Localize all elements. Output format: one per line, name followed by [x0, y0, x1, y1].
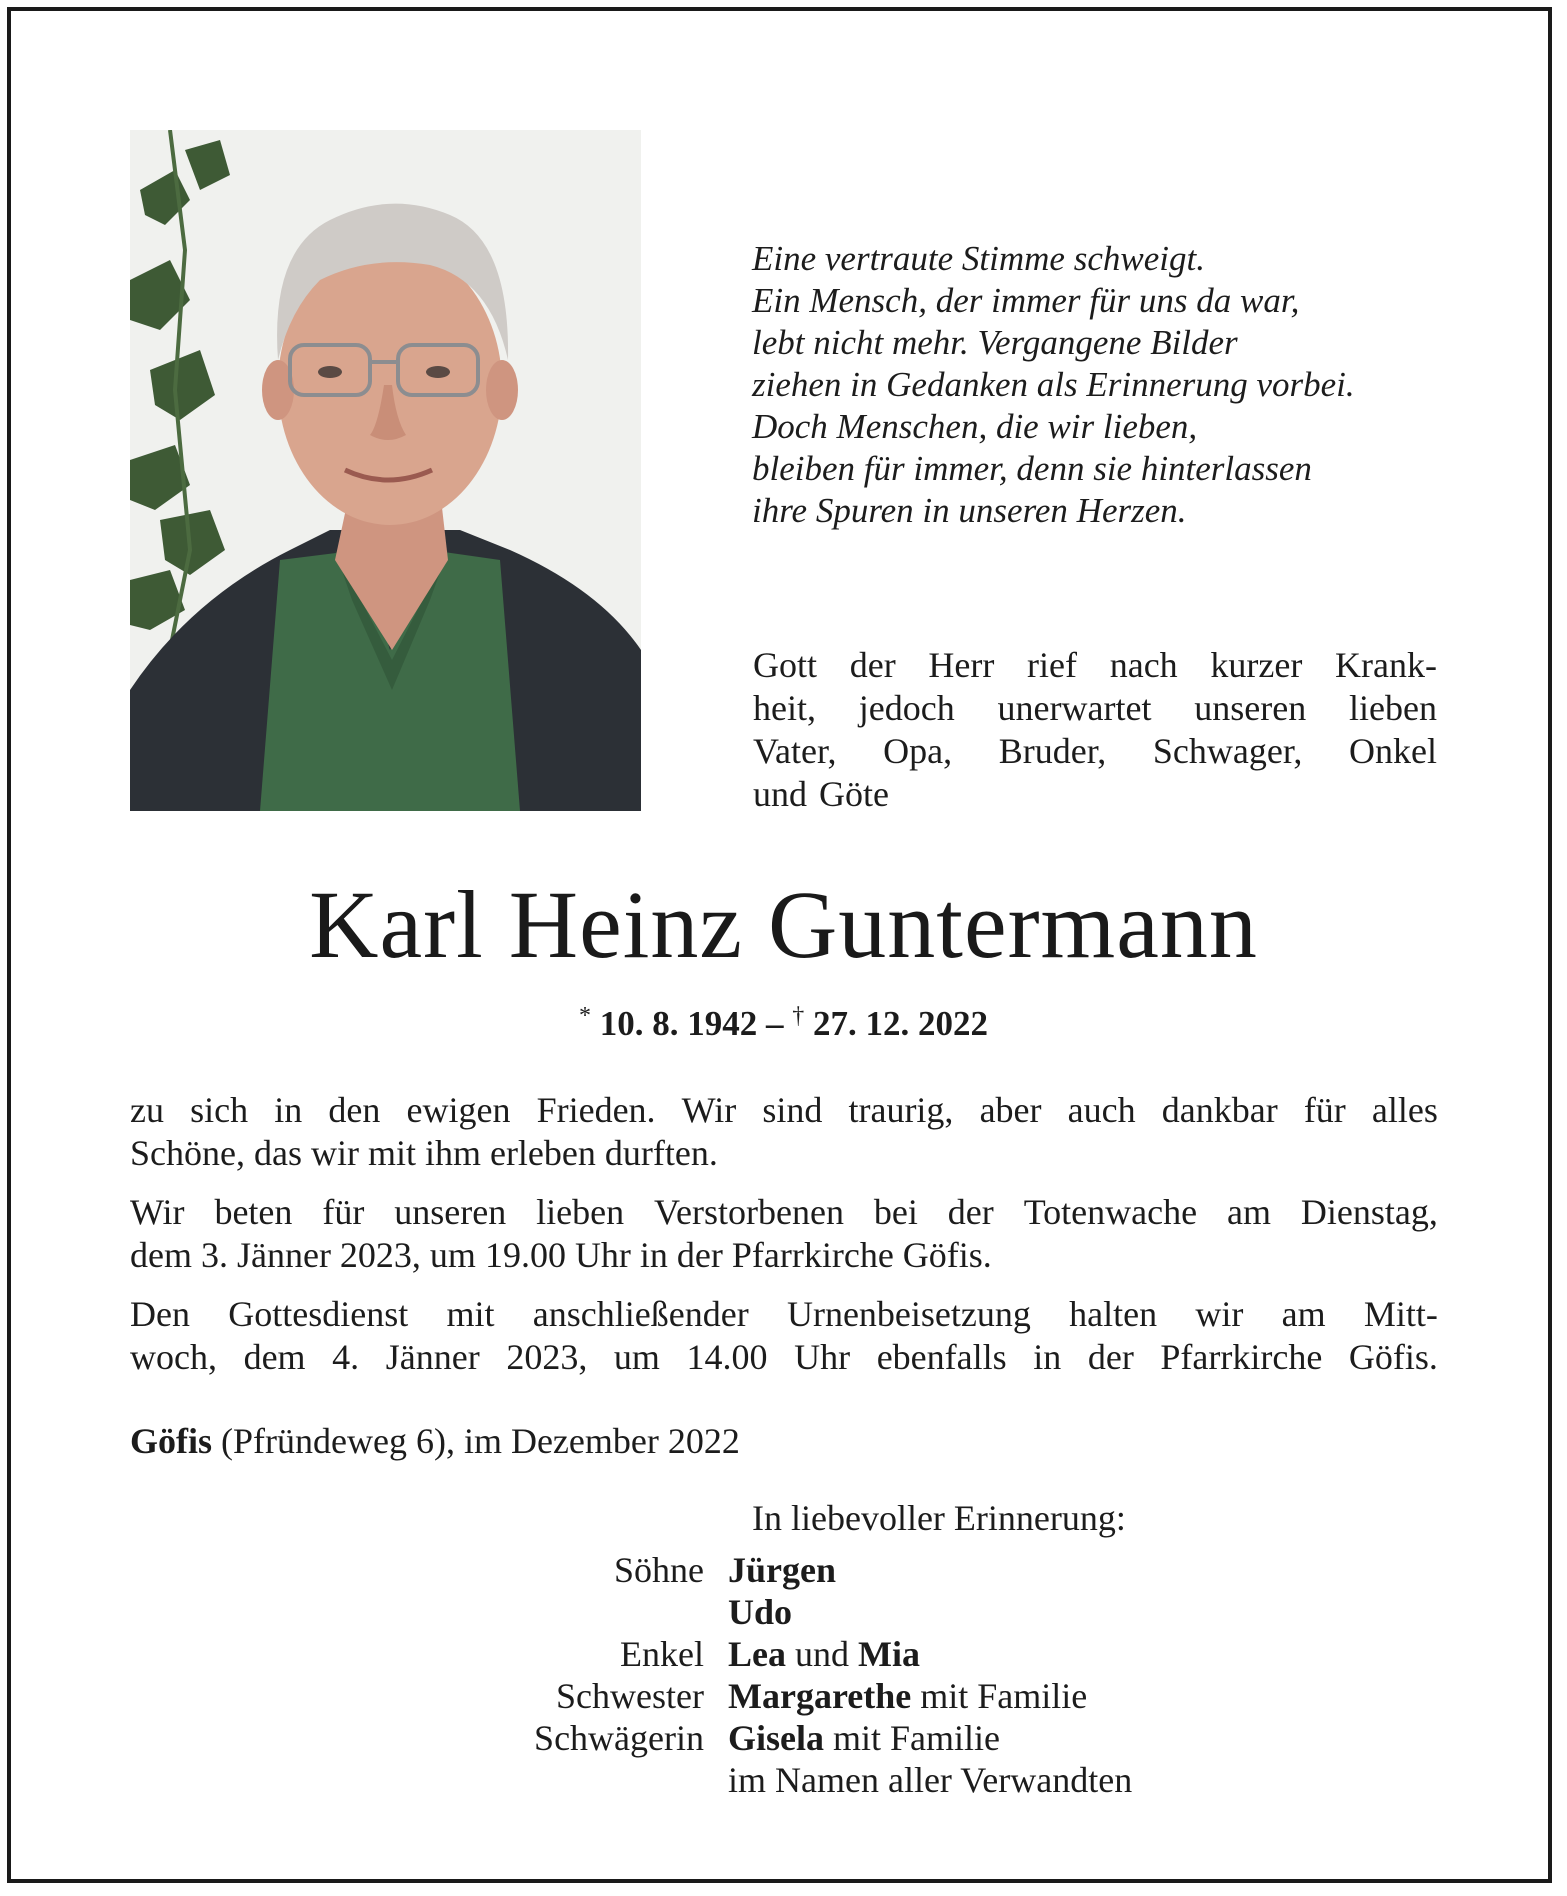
mourner-name: Udo — [728, 1592, 793, 1632]
mourners-heading: In liebevoller Erinnerung: — [752, 1498, 1126, 1538]
poem-line: Ein Mensch, der immer für uns da war, — [752, 281, 1300, 320]
poem-line: lebt nicht mehr. Vergangene Bilder — [752, 323, 1238, 362]
paragraph-service — [130, 1293, 1438, 1379]
word: der — [849, 645, 896, 685]
word: Schwager, — [1152, 731, 1303, 771]
announcement-intro — [753, 644, 1437, 816]
word: mit — [446, 1294, 495, 1334]
suffix: mit Familie — [911, 1676, 1088, 1716]
word: alles — [1371, 1090, 1438, 1130]
mourner-name: Margarethe — [728, 1676, 912, 1716]
word: heit, — [753, 688, 816, 728]
relation-label — [420, 1591, 728, 1633]
text-line — [130, 1191, 1438, 1234]
relation-label: Schwägerin — [534, 1718, 704, 1758]
word: aber — [979, 1090, 1042, 1130]
mourner-row — [420, 1675, 1420, 1717]
death-date: 27. 12. 2022 — [813, 1004, 988, 1043]
word: der — [1087, 1337, 1134, 1377]
word: Urnenbeisetzung — [786, 1294, 1031, 1334]
relation-label: Schwester — [556, 1676, 704, 1716]
word: wir — [1195, 1294, 1244, 1334]
word: zu — [130, 1090, 164, 1130]
birth-date: 10. 8. 1942 — [599, 1004, 758, 1043]
intro-line — [753, 644, 1437, 687]
deceased-name: Karl Heinz Guntermann — [309, 871, 1258, 978]
word: Wir — [130, 1192, 185, 1232]
poem-line: ihre Spuren in unseren Herzen. — [752, 491, 1187, 530]
mourner-name: Gisela — [728, 1718, 824, 1758]
word: dankbar — [1161, 1090, 1278, 1130]
word: bei — [873, 1192, 918, 1232]
poem-line: Doch Menschen, die wir lieben, — [752, 407, 1198, 446]
intro-line — [753, 687, 1437, 730]
word: Bruder, — [998, 731, 1107, 771]
paragraph-peace — [130, 1089, 1438, 1175]
word: in — [274, 1090, 303, 1130]
life-dates — [0, 995, 1567, 1045]
portrait-photo — [130, 130, 641, 811]
word: Verstorbenen — [654, 1192, 844, 1232]
word: sind — [762, 1090, 823, 1130]
word: Uhr — [794, 1337, 851, 1377]
word: für — [322, 1192, 365, 1232]
text-line: Schöne, das wir mit ihm erleben durften. — [130, 1133, 718, 1173]
paragraph-wake — [130, 1191, 1438, 1277]
word: Jänner — [385, 1337, 480, 1377]
word: Mitt- — [1363, 1294, 1438, 1334]
relation-label: Söhne — [614, 1550, 704, 1590]
relation-label: Enkel — [620, 1634, 704, 1674]
date-dash: – — [766, 1004, 784, 1043]
word: Wir — [681, 1090, 737, 1130]
relation-label — [420, 1759, 728, 1801]
mourner-name: Lea — [728, 1634, 786, 1674]
memorial-poem — [752, 238, 1472, 532]
word: ebenfalls — [876, 1337, 1007, 1377]
intro-line — [753, 730, 1437, 773]
word: 2023, — [506, 1337, 588, 1377]
mourner-row — [420, 1591, 1420, 1633]
word: woch, — [130, 1337, 217, 1377]
word: Frieden. — [536, 1090, 656, 1130]
word: jedoch — [858, 688, 955, 728]
word: Dienstag, — [1300, 1192, 1438, 1232]
word: auch — [1067, 1090, 1136, 1130]
word: 4. — [332, 1337, 360, 1377]
word: rief — [1027, 645, 1078, 685]
word: traurig, — [848, 1090, 954, 1130]
text-line: dem 3. Jänner 2023, um 19.00 Uhr in der Pfarrkirche Göfis. — [130, 1235, 992, 1275]
suffix: mit Familie — [824, 1718, 1000, 1758]
mourner-row — [420, 1717, 1420, 1759]
word: anschließender — [532, 1294, 749, 1334]
word: für — [1303, 1090, 1346, 1130]
word: 14.00 — [686, 1337, 768, 1377]
word: am — [1227, 1192, 1271, 1232]
text-line — [130, 1336, 1438, 1379]
word: dem — [243, 1337, 306, 1377]
mourner-name: Mia — [858, 1634, 920, 1674]
word: Herr — [928, 645, 995, 685]
word: lieben — [536, 1192, 625, 1232]
place-date-line — [130, 1420, 740, 1463]
connector: und — [786, 1634, 858, 1674]
word: Den — [130, 1294, 190, 1334]
word: beten — [214, 1192, 293, 1232]
word: Krank- — [1335, 645, 1437, 685]
mourners-list — [420, 1549, 1420, 1801]
word: Totenwache — [1023, 1192, 1198, 1232]
word: Onkel — [1348, 731, 1437, 771]
text-line — [130, 1089, 1438, 1132]
word: und — [753, 774, 807, 814]
word: sich — [190, 1090, 249, 1130]
word: Göfis. — [1348, 1337, 1438, 1377]
intro-line — [753, 773, 1437, 816]
family-note: im Namen aller Verwandten — [728, 1760, 1133, 1800]
mourner-row — [420, 1633, 1420, 1675]
word: unseren — [1194, 688, 1307, 728]
word: um — [613, 1337, 660, 1377]
word: nach — [1109, 645, 1178, 685]
death-symbol: † — [792, 1003, 805, 1029]
poem-line: Eine vertraute Stimme schweigt. — [752, 239, 1205, 278]
word: Gott — [753, 645, 818, 685]
word: ewigen — [406, 1090, 511, 1130]
word: halten — [1069, 1294, 1158, 1334]
mourner-row — [420, 1549, 1420, 1591]
word: den — [328, 1090, 381, 1130]
mourner-row — [420, 1759, 1420, 1801]
word: kurzer — [1210, 645, 1303, 685]
birth-symbol: * — [579, 1003, 591, 1029]
word: der — [947, 1192, 994, 1232]
mourner-name: Jürgen — [728, 1550, 836, 1590]
word: am — [1281, 1294, 1326, 1334]
word: unseren — [394, 1192, 507, 1232]
poem-line: bleiben für immer, denn sie hinterlassen — [752, 449, 1312, 488]
word: unerwartet — [997, 688, 1152, 728]
word: Gottesdienst — [228, 1294, 409, 1334]
address-date: (Pfründeweg 6), im Dezember 2022 — [212, 1421, 740, 1461]
town-name: Göfis — [130, 1421, 213, 1461]
poem-line: ziehen in Gedanken als Erinnerung vorbei. — [752, 365, 1355, 404]
word: in — [1033, 1337, 1062, 1377]
text-line — [130, 1293, 1438, 1336]
word: Opa, — [883, 731, 953, 771]
word: lieben — [1349, 688, 1437, 728]
word: Göte — [819, 774, 889, 814]
word: Vater, — [753, 731, 837, 771]
word: Pfarrkirche — [1160, 1337, 1323, 1377]
